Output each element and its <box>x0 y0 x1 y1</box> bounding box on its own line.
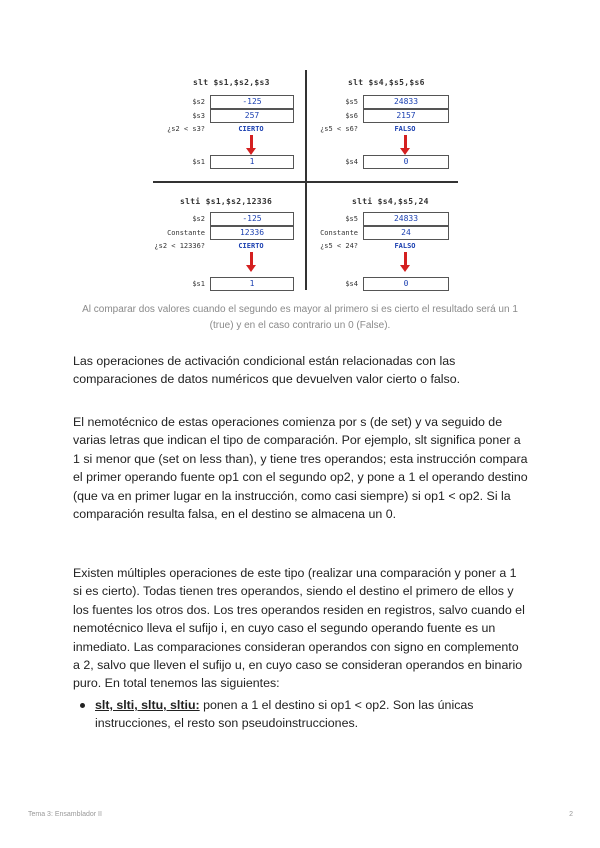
footer-chapter-title: Tema 3: Ensamblador II <box>28 811 102 818</box>
quadrant-title: slti $s1,$s2,12336 <box>180 197 273 206</box>
dest-value-box: 0 <box>363 277 449 291</box>
result-text: FALSO <box>394 242 416 250</box>
figure-caption: Al comparar dos valores cuando el segundo es mayor al primero si es cierto el resultado será un 1 (true) y en el caso contrario un 0 (False). <box>82 304 518 331</box>
result-arrow-icon <box>404 135 407 149</box>
footer-page-number: 2 <box>569 811 573 818</box>
quadrant-slti-s1 <box>153 183 305 290</box>
dest-value-box: 1 <box>210 155 294 169</box>
comparison-label: ¿s2 < s3? <box>167 125 205 133</box>
quadrant-slti-s4 <box>306 183 458 290</box>
dest-value-box: 1 <box>210 277 294 291</box>
result-text: FALSO <box>394 125 416 133</box>
dest-label: $s1 <box>192 280 205 288</box>
row1-value-box: 24833 <box>363 212 449 226</box>
row1-value-box: -125 <box>210 95 294 109</box>
paragraph-mnemonic: El nemotécnico de estas operaciones comienza por s (de set) y va seguido de varias letras que indican el tipo de comparación. Por ejemplo, slt significa poner a 1 si menor que (set on less than), y tiene tres operandos; esta instrucción compara el primer operando fuente op1 con el segundo op2, y pone a 1 el operando destino (que va en primer lugar en la instrucción, como casi siempre) si op1 < op2. Si la comparación resulta falsa, en el destino se almacena un 0. <box>73 415 528 522</box>
list-item-keyword: slt, slti, sltu, sltiu: <box>95 698 200 712</box>
comparison-label: ¿s2 < 12336? <box>154 242 205 250</box>
instruction-list <box>78 696 528 733</box>
row1-label: $s5 <box>345 98 358 106</box>
comparison-label: ¿s5 < 24? <box>320 242 358 250</box>
row1-label: $s2 <box>192 215 205 223</box>
row2-label: $s6 <box>345 112 358 120</box>
row2-label: $s3 <box>192 112 205 120</box>
row2-value-box: 24 <box>363 226 449 240</box>
quadrant-title: slt $s4,$s5,$s6 <box>348 78 425 87</box>
row2-value-box: 2157 <box>363 109 449 123</box>
row2-label: Constante <box>320 229 358 237</box>
result-text: CIERTO <box>238 242 264 250</box>
row2-value-box: 257 <box>210 109 294 123</box>
comparison-label: ¿s5 < s6? <box>320 125 358 133</box>
quadrant-title: slt $s1,$s2,$s3 <box>193 78 270 87</box>
quadrant-slt-s1 <box>153 70 305 181</box>
row1-value-box: -125 <box>210 212 294 226</box>
dest-label: $s4 <box>345 280 358 288</box>
quadrant-title: slti $s4,$s5,24 <box>352 197 429 206</box>
row2-value-box: 12336 <box>210 226 294 240</box>
dest-label: $s1 <box>192 158 205 166</box>
dest-label: $s4 <box>345 158 358 166</box>
result-arrow-icon <box>404 252 407 266</box>
quadrant-slt-s4 <box>306 70 458 181</box>
list-item-text: ponen a 1 el destino si op1 < op2. Son las únicas instrucciones, el resto son pseudoinstrucciones. <box>95 698 474 731</box>
result-text: CIERTO <box>238 125 264 133</box>
paragraph-intro: Las operaciones de activación condicional están relacionadas con las comparaciones de datos numéricos que devuelven valor cierto o falso. <box>73 354 461 387</box>
dest-value-box: 0 <box>363 155 449 169</box>
row1-value-box: 24833 <box>363 95 449 109</box>
paragraph-operations: Existen múltiples operaciones de este tipo (realizar una comparación y poner a 1 si es cierto). Todas tienen tres operandos, siendo el destino el primero de ellos y los fuentes los otros dos. Los tres operandos residen en registros, salvo cuando el nemotécnico lleva el sufijo i, en cuyo caso el segundo operando fuente es un inmediato. Las comparaciones consideran operandos con signo en complemento a 2, salvo que lleven el sufijo u, en cuyo caso se consideran operandos en binario puro. En total tenemos las siguientes: <box>73 566 525 691</box>
result-arrow-icon <box>250 135 253 149</box>
row2-label: Constante <box>167 229 205 237</box>
row1-label: $s5 <box>345 215 358 223</box>
result-arrow-icon <box>250 252 253 266</box>
list-item <box>78 696 528 733</box>
row1-label: $s2 <box>192 98 205 106</box>
